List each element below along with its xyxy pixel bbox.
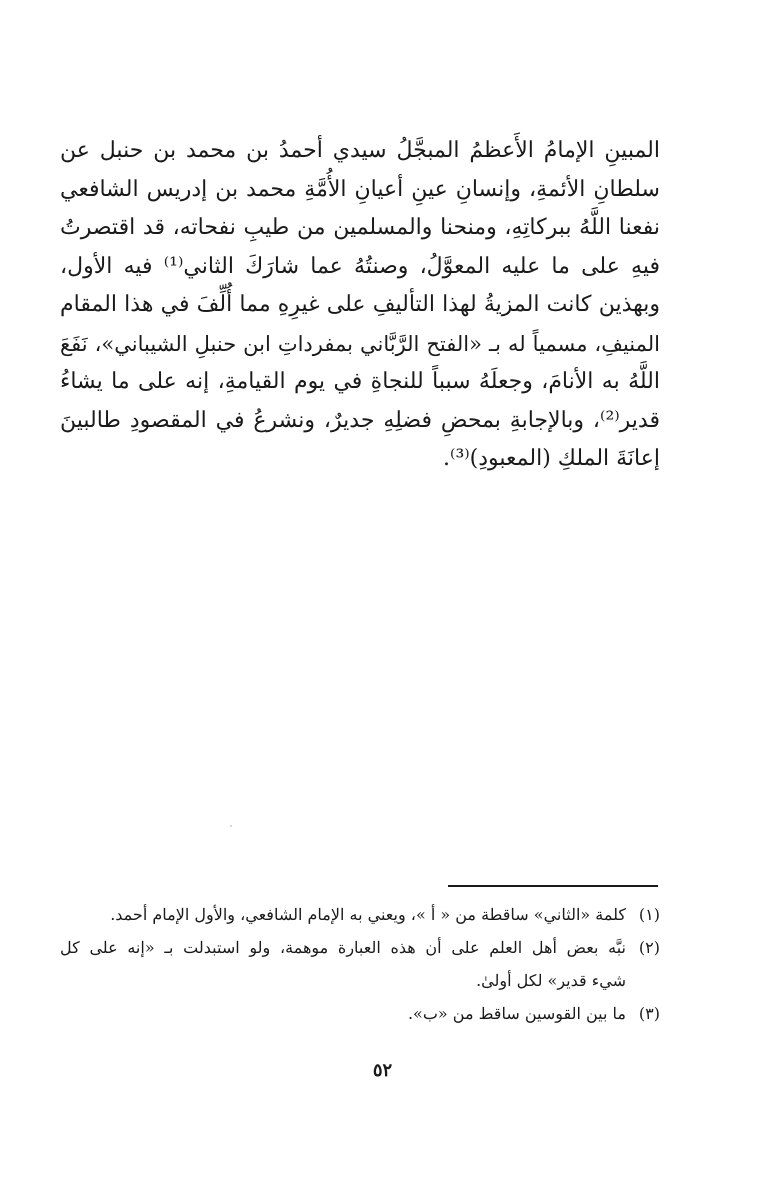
page-number: ٥٢ xyxy=(372,1060,393,1081)
scan-speck xyxy=(230,825,232,827)
main-text-line: وبهذين كانت المزيةُ لهذا التأليفِ على غيرِهِ مما أُلِّفَ في هذا المقام xyxy=(60,292,660,317)
main-text-line: نفعنا اللَّهُ ببركاتِهِ، ومنحنا والمسلمين من طيبِ نفحاته، قد اقتصرتُ xyxy=(60,215,660,240)
main-text-line: اللَّهُ به الأنامَ، وجعلَهُ سبباً للنجاةِ في يوم القيامةِ، إنه على ما يشاءُ xyxy=(60,369,660,394)
main-text-line: المنيفِ، مسمياً له بـ «الفتح الرَّبَّاني بمفرداتِ ابن حنبلِ الشيباني»، نَفَعَ xyxy=(60,331,660,356)
main-text-line: إعانَةَ الملكِ (المعبودِ)⁽³⁾. xyxy=(443,446,660,471)
footnote-text: نبَّه بعض أهل العلم على أن هذه العبارة موهمة، ولو استبدلت بـ «إنه على كل xyxy=(60,938,626,957)
main-text-block xyxy=(60,132,660,479)
footnote-3 xyxy=(60,997,660,1030)
footnote-text: شيء قدير» لكل أولىٰ. xyxy=(476,971,626,990)
footnote-text: ما بين القوسين ساقط من «ب». xyxy=(407,1004,626,1023)
main-text-line: المبينِ الإمامُ الأَعظمُ المبجَّلُ سيدي أحمدُ بن محمد بن حنبل عن xyxy=(60,138,660,163)
main-text-line: قدير⁽²⁾، وبالإجابةِ بمحضِ فضلِهِ جديرٌ، ونشرعُ في المقصودِ طالبينَ xyxy=(60,407,660,433)
footnote-number: (١) xyxy=(638,905,660,924)
footnotes-block xyxy=(60,898,660,1030)
main-text-line: فيهِ على ما عليه المعوَّلُ، وصنتُهُ عما شارَكَ الثاني⁽¹⁾ فيه الأول، xyxy=(60,253,660,279)
footnote-number: (٣) xyxy=(638,1004,660,1023)
footnote-number: (٢) xyxy=(638,938,660,957)
footnote-text: كلمة «الثاني» ساقطة من « أ »، ويعني به الإمام الشافعي، والأول الإمام أحمد. xyxy=(110,905,626,924)
footnote-2 xyxy=(60,931,660,997)
main-text-line: سلطانِ الأئمةِ، وإنسانِ عينِ أعيانِ الأُمَّةِ محمد بن إدريس الشافعي xyxy=(60,176,660,202)
footnote-1 xyxy=(60,898,660,931)
footnote-separator xyxy=(448,885,658,887)
